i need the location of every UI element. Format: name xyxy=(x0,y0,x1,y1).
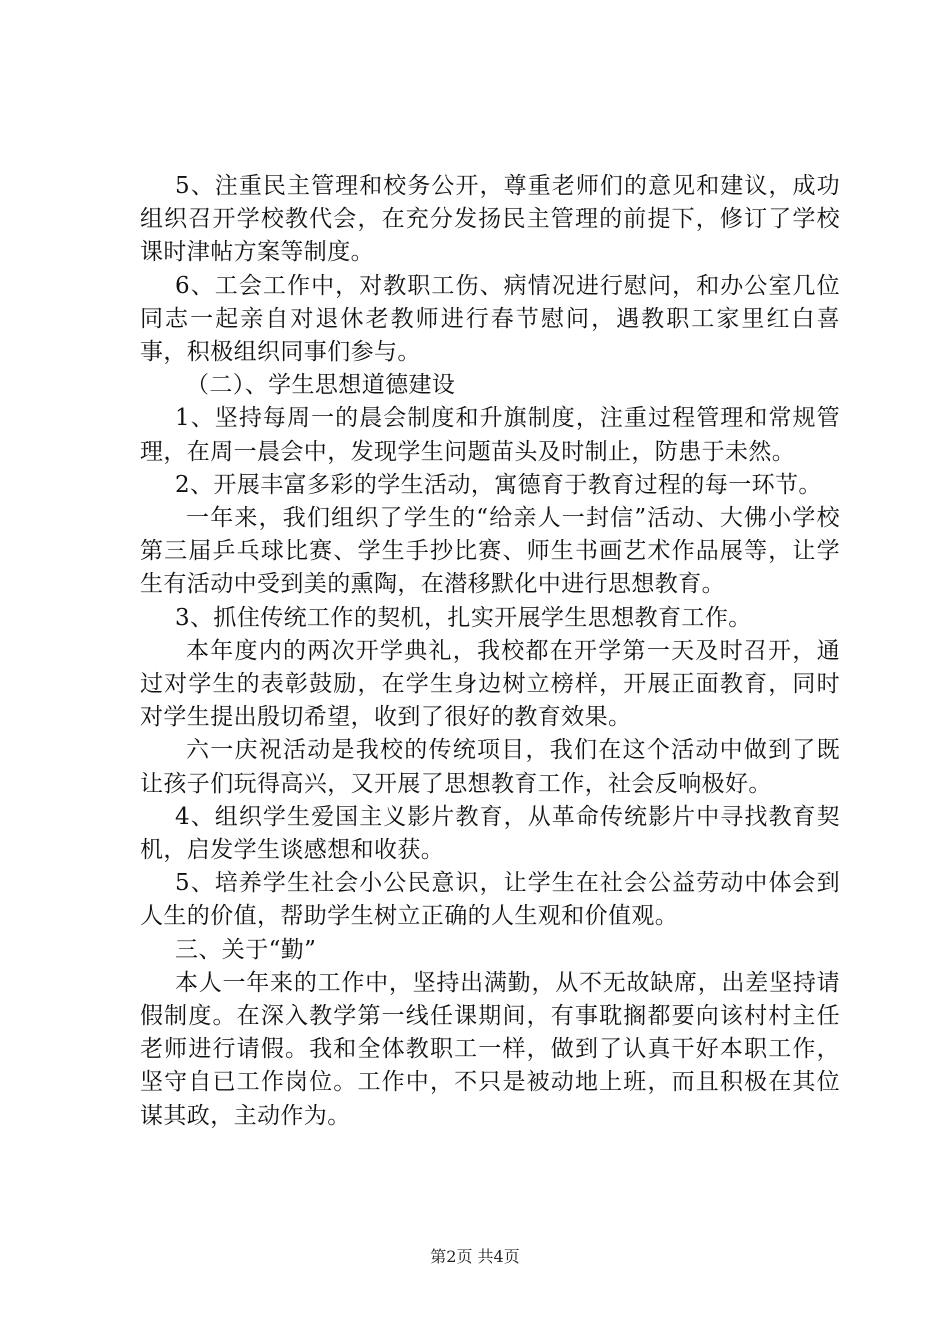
paragraph: 6、工会工作中，对教职工伤、病情况进行慰问，和办公室几位同志一起亲自对退休老教师进行春节慰问，遇教职工家里红白喜事，积极组织同事们参与。 xyxy=(140,272,840,366)
paragraph: 3、抓住传统工作的契机，扎实开展学生思想教育工作。 xyxy=(175,604,752,631)
paragraph: 一年来，我们组织了学生的“给亲人一封信”活动、大佛小学校第三届乒乓球比赛、学生手抄比赛、师生书画艺术作品展等，让学生有活动中受到美的熏陶，在潜移默化中进行思想教育。 xyxy=(140,505,840,598)
section-heading: （二）、学生思想道德建设 xyxy=(186,372,456,399)
paragraph: 本人一年来的工作中，坚持出满勤，从不无故缺席，出差坚持请假制度。在深入教学第一线任课期间，有事耽搁都要向该村村主任老师进行请假。我和全体教职工一样，做到了认真干好本职工作，坚守自已工作岗位。工作中，不只是被动地上班，而且积极在其位谋其政，主动作为。 xyxy=(140,969,840,1129)
document-body xyxy=(140,170,840,1133)
paragraph: 1、坚持每周一的晨会制度和升旗制度，注重过程管理和常规管理，在周一晨会中，发现学生问题苗头及时制止，防患于未然。 xyxy=(140,405,840,465)
paragraph: 本年度内的两次开学典礼，我校都在开学第一天及时召开，通过对学生的表彰鼓励，在学生身边树立榜样，开展正面教育，同时对学生提出殷切希望，收到了很好的教育效果。 xyxy=(140,637,840,731)
paragraph: 5、培养学生社会小公民意识，让学生在社会公益劳动中体会到人生的价值，帮助学生树立正确的人生观和价值观。 xyxy=(140,870,840,930)
paragraph: 4、组织学生爱国主义影片教育，从革命传统影片中寻找教育契机，启发学生谈感想和收获。 xyxy=(140,803,840,864)
paragraph: 六一庆祝活动是我校的传统项目，我们在这个活动中做到了既让孩子们玩得高兴，又开展了思想教育工作，社会反响极好。 xyxy=(140,737,840,797)
paragraph: 5、注重民主管理和校务公开，尊重老师们的意见和建议，成功组织召开学校教代会，在充分发扬民主管理的前提下，修订了学校课时津帖方案等制度。 xyxy=(140,173,840,266)
section-heading: 三、关于“勤” xyxy=(175,936,317,963)
paragraph: 2、开展丰富多彩的学生活动，寓德育于教育过程的每一环节。 xyxy=(175,471,822,498)
page-number-footer: 第2页 共4页 xyxy=(430,1247,520,1266)
